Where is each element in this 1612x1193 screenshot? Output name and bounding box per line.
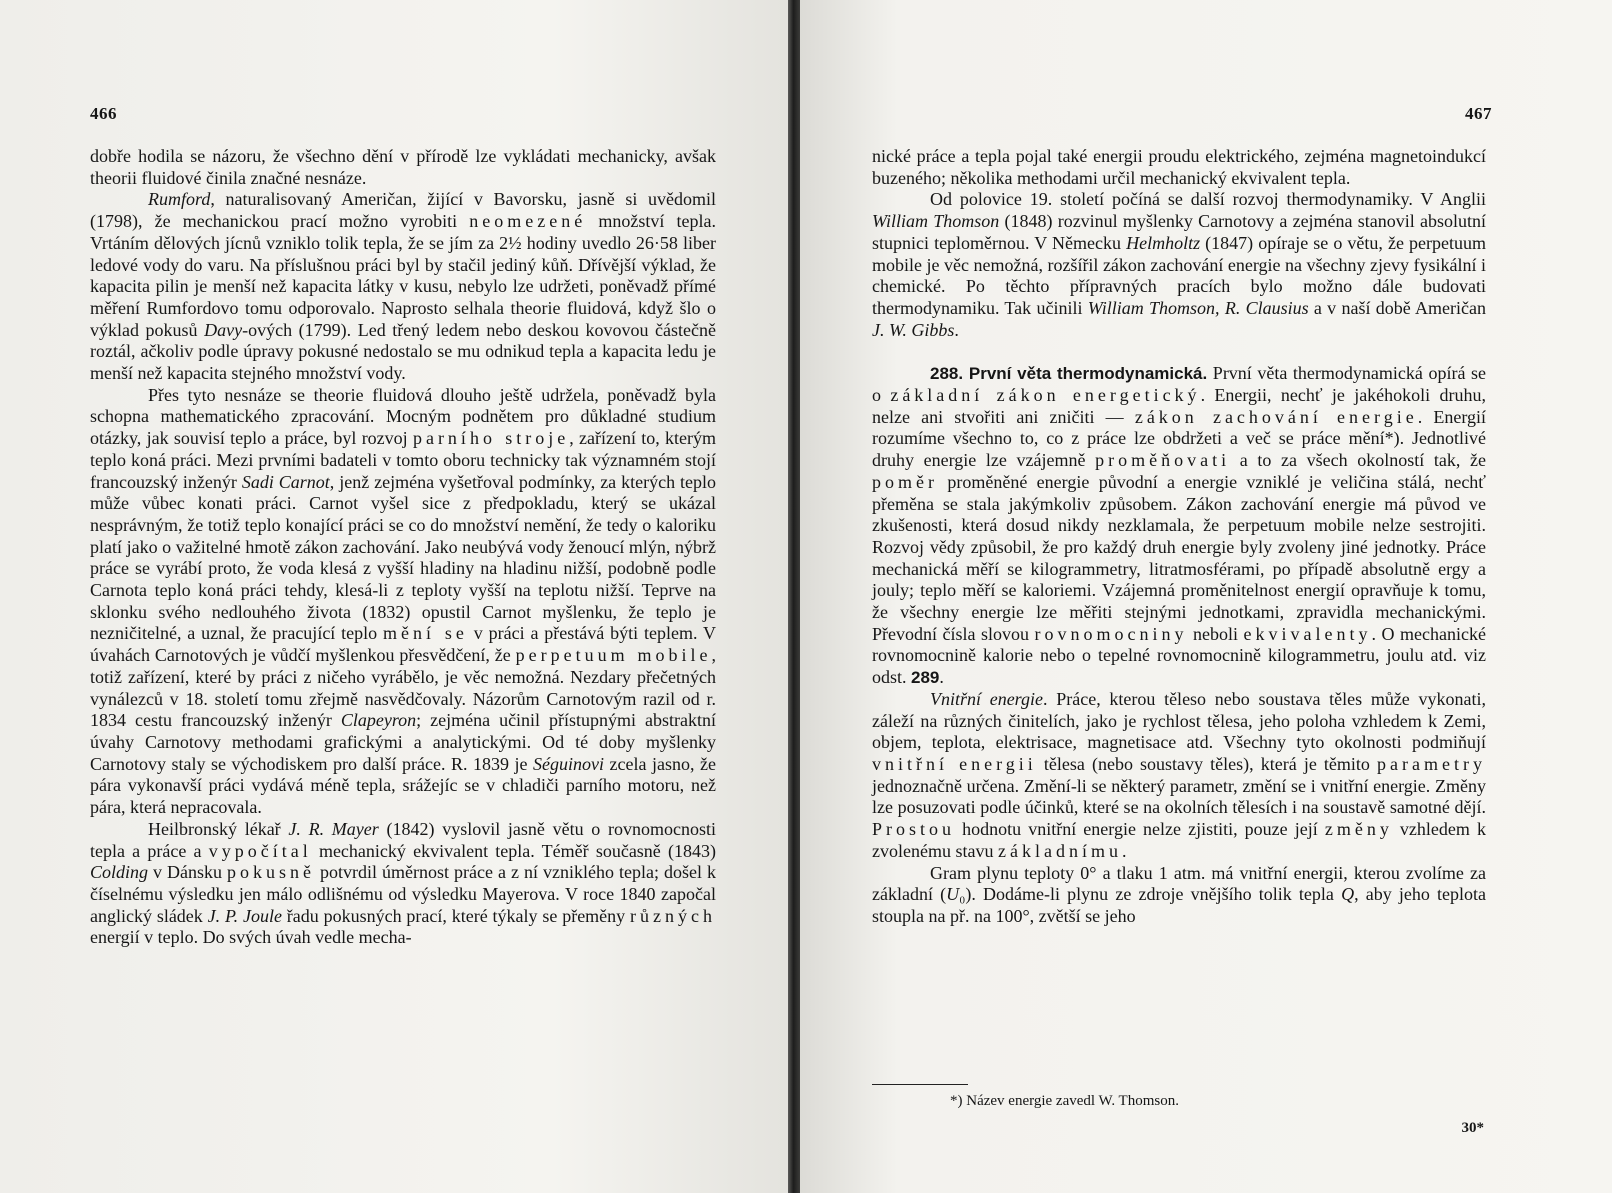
spaced-run: proměňovati xyxy=(1095,450,1231,471)
paragraph xyxy=(90,189,716,384)
text-run: . xyxy=(939,667,944,688)
text-run: Gram plynu teploty 0° a tlaku 1 atm. má vnitřní energii, kterou zvolíme za základní ( xyxy=(872,862,1486,905)
italic-run: U xyxy=(946,884,960,905)
spaced-run: vypočítal xyxy=(208,840,312,861)
text-run: neboli xyxy=(1187,623,1244,644)
italic-run: Clapeyron xyxy=(340,710,417,731)
italic-run: Helmholtz xyxy=(1126,232,1201,253)
text-run: mechanický ekvivalent tepla. Téměř současně (1843) xyxy=(311,840,716,861)
paragraph xyxy=(872,689,1486,863)
paragraph xyxy=(872,189,1486,341)
spaced-run: neomezené xyxy=(469,211,587,232)
text-run: řadu pokusných prací, které týkaly se přeměny xyxy=(281,905,631,926)
page-number-left: 466 xyxy=(90,104,117,123)
italic-run: J. W. Gibbs xyxy=(872,319,955,340)
text-run: (1848) rozvinul myšlenky Carnotovy a zejména stanovil absolutní stupnici teploměrnou. V Německu xyxy=(872,211,1486,253)
text-run: Přes tyto nesnáze se theorie fluidová dlouho ještě udržela, poněvadž byla schopna mathematického zpracování. Mocným podnětem pro důkladné studium otázky, jak souvisí teplo a práce, byl rozvoj xyxy=(90,384,716,449)
bold-run: 289 xyxy=(911,668,940,688)
left-page xyxy=(0,0,788,1193)
text-run: a to za všech okolností tak, že xyxy=(1230,450,1486,471)
text-run: , zařízení to, kterým teplo koná práci. Mezi prvními badateli v tomto oboru technicky tak významném stojí francouzský inženýr xyxy=(90,428,716,492)
text-run: ₀). Dodáme-li plynu ze zdroje vnějšího tolik tepla xyxy=(959,884,1342,905)
italic-run: Q xyxy=(1341,884,1355,905)
spaced-run: Prostou xyxy=(872,819,956,840)
text-run: množství tepla. Vrtáním dělových jícnů vzniklo tolik tepla, že se jím za 2½ hodiny uvedlo 26·58 liber ledové vody do varu. Na příslušnou práci byl by stačil jediný kůň. Dřívější výklad, že kapacita pilin je menší než kapacita látky v kusu, nebylo lze udržeti, poněvadž přímé měření Rumfordovo tomu odporovalo. Naprosto selhala theorie fluidová, když šlo o výklad pokusů xyxy=(90,211,716,340)
text-run: První věta thermodynamická opírá se o xyxy=(872,363,1486,406)
spaced-run: ekvivalenty xyxy=(1243,623,1372,644)
text-run: hodnotu vnitřní energie nelze zjistiti, pouze její xyxy=(955,819,1325,840)
left-page-text xyxy=(90,146,716,949)
text-run: Od polovice 19. století počíná se další rozvoj thermodynamiky. V Anglii xyxy=(930,189,1486,210)
spaced-run: rovnomocniny xyxy=(1034,623,1188,644)
paragraph xyxy=(90,146,716,189)
text-run: nické práce a tepla pojal také energii proudu elektrického, zejména magnetoindukcí buzeného; několika methodami určil mechanický ekvivalent tepla. xyxy=(872,146,1486,188)
italic-run: William Thomson xyxy=(872,211,1000,232)
paragraph xyxy=(90,385,716,819)
spaced-run: základní zákon energetický xyxy=(890,385,1201,406)
italic-run: J. P. Joule xyxy=(207,905,282,926)
text-run: . Práce, kterou těleso nebo soustava těles může vykonati, záleží na různých činitelích, jako je rychlost tělesa, jeho poloha vzhledem k Zemi, objem, teplota, elektrisace, magnetisace atd. Všechny tyto okolnosti podmiňují xyxy=(872,688,1486,753)
footnote: *) Název energie zavedl W. Thomson. xyxy=(950,1093,1179,1109)
italic-run: J. R. Mayer xyxy=(288,818,379,839)
text-run: vzhledem k zvolenému stavu xyxy=(872,819,1486,861)
spaced-run: zákon zachování energie xyxy=(1134,406,1418,427)
text-run: , naturalisovaný Američan, žijící v Bavorsku, jasně si uvědomil (1798), že mechanickou prací možno vyrobiti xyxy=(90,189,716,232)
right-page-text xyxy=(872,146,1486,928)
spaced-run: změny xyxy=(1324,819,1393,840)
paragraph xyxy=(90,819,716,949)
bold-run: 288. První věta thermodynamická. xyxy=(930,364,1208,384)
spaced-run: základnímu xyxy=(997,840,1122,861)
spaced-run: pokusně xyxy=(227,862,316,883)
spaced-run: parního stroje xyxy=(412,428,570,449)
italic-run: Colding xyxy=(90,862,149,883)
text-run: . xyxy=(1121,840,1127,861)
italic-run: Vnitřní energie xyxy=(930,688,1044,709)
spaced-run: perpetuum mobile xyxy=(515,645,712,666)
text-run: v práci a přestává býti teplem. V úvahách Carnotových je vůdčí myšlenkou přesvědčení, že xyxy=(90,623,717,666)
text-run: tělesa (nebo soustavy těles), která je těmito xyxy=(1036,753,1378,774)
signature-mark: 30* xyxy=(1461,1120,1484,1136)
text-run: zcela jasno, že pára vykonavší práci vydává méně tepla, srážejíc se v chladiči parního motoru, než pára, která nepracovala. xyxy=(90,753,716,818)
footnote-rule xyxy=(872,1084,968,1085)
text-run: -ových (1799). Led třený ledem nebo deskou kovovou částečně roztál, ačkoliv podle úpravy pokusné nedostalo se mu odnikud tepla a kapacita ledu je menší než kapacita stejného množství vody. xyxy=(90,319,717,384)
book-gutter xyxy=(788,0,800,1193)
spaced-run: různých xyxy=(630,905,716,926)
right-page xyxy=(800,0,1612,1193)
text-run: . O mechanické rovnomocnině kalorie nebo o tepelné rovnomocnině kilogrammetru, joulu atd. viz odst. xyxy=(872,623,1486,688)
text-run: potvrdil úměrnost práce a z ní vzniklého tepla; došel k číselnému výsledku jen málo odlišnému od výsledku Mayerova. V roce 1840 započal anglický sládek xyxy=(90,862,716,926)
page-number-right: 467 xyxy=(1465,104,1492,123)
text-run: energií v teplo. Do svých úvah vedle mecha- xyxy=(90,927,412,948)
text-run: . Energií rozumíme všechno to, co z práce lze obdržeti a več se práce mění*). Jednotlivé druhy energie lze vzájemně xyxy=(872,406,1487,471)
paragraph xyxy=(872,863,1486,928)
paragraph xyxy=(872,146,1486,189)
spaced-run: parametry xyxy=(1377,753,1486,774)
text-run: v Dánsku xyxy=(148,862,228,883)
text-run: dobře hodila se názoru, že všechno dění v přírodě lze vykládati mechanicky, avšak theorii fluidové činila značné nesnáze. xyxy=(90,146,716,188)
spaced-run: vnitřní energii xyxy=(872,753,1037,774)
text-run: proměněné energie původní a energie vzniklé je veličina stálá, nechť přeměna se stala jakýmkoliv způsobem. Zákon zachování energie má původ ve zkušenosti, která dosud nikdy nezklamala, že perpetuum mobile nelze sestrojiti. Rozvoj vědy způsobil, že pro každý druh energie byly zvoleny jiné jednotky. Práce mechanická měří se kilogrammetry, litratmosférami, po případě absolutně ergy a jouly; teplo měří se kaloriemi. Vzájemná proměnitelnost energií opravňuje k tomu, že všechny energie lze měřiti stejnými jednotkami, zpravidla mechanickými. Převodní čísla slovou xyxy=(872,471,1486,644)
italic-run: Séguinovi xyxy=(533,753,605,774)
text-run: a v naší době Američan xyxy=(1308,297,1486,318)
text-run: , aby jeho teplota stoupla na př. na 100°, zvětší se jeho xyxy=(872,884,1486,926)
text-run: , jenž zejména vyšetřoval podmínky, za kterých teplo může vůbec konati práci. Carnot vyšel sice z předpokladu, který se ukázal nesprávným, že totiž teplo konající práci se co do množství nemění, že tedy o kaloriku platí jako o važitelné hmotě zákon zachování. Jako neubývá vody ženoucí mlýn, nýbrž práce se vyrábí proto, že voda klesá z vyšší hladiny na hladinu nižší, podobně podle Carnota teplo koná práci tehdy, klesá-li z teploty vyšší na teplotu nižší. Teprve na sklonku svého nedlouhého života (1832) opustil Carnot myšlenku, že teplo je nezničitelné, a uznal, že pracující teplo xyxy=(90,471,717,644)
italic-run: Rumford xyxy=(148,189,211,210)
text-run: , totiž zařízení, které by práci z ničeho vyrábělo, je věc nemožná. Nezdary přečetných vynálezců v 18. století tomu zřejmě nasvědčovaly. Názorům Carnotovým razil od r. 1834 cestu francouzský inženýr xyxy=(90,645,717,731)
spaced-run: poměr xyxy=(872,471,938,492)
text-run: ; zejména učinil přístupnými abstraktní úvahy Carnotovy methodami grafickými a analytickými. Od té doby myšlenky Carnotovy staly se východiskem pro další práce. R. 1839 je xyxy=(90,710,716,774)
text-run: (1847) opíraje se o větu, že perpetuum mobile je věc nemožná, rozšířil zákon zachování energie na všechny zjevy fysikální i chemické. Po těchto přípravných pracích bylo možno dále budovati thermodynamiku. Tak učinili xyxy=(872,232,1487,318)
text-run: (1842) vyslovil jasně větu o rovnomocnosti tepla a práce a xyxy=(90,818,716,861)
text-run: . Energii, nechť je jakéhokoli druhu, nelze ani stvořiti ani zničiti — xyxy=(872,385,1486,427)
text-run: jednoznačně určena. Změní-li se některý parametr, změní se i vnitřní energie. Změny lze posuzovati podle účinků, které se na okolních tělesích i na soustavě samotné dějí. xyxy=(872,775,1486,818)
text-run: Heilbronský lékař xyxy=(148,818,289,839)
spaced-run: mění se xyxy=(383,623,468,644)
paragraph xyxy=(872,363,1486,689)
italic-run: Davy xyxy=(204,319,243,340)
italic-run: Sadi Carnot xyxy=(241,471,330,492)
italic-run: William Thomson, R. Clausius xyxy=(1087,297,1309,318)
text-run: . xyxy=(954,319,959,340)
